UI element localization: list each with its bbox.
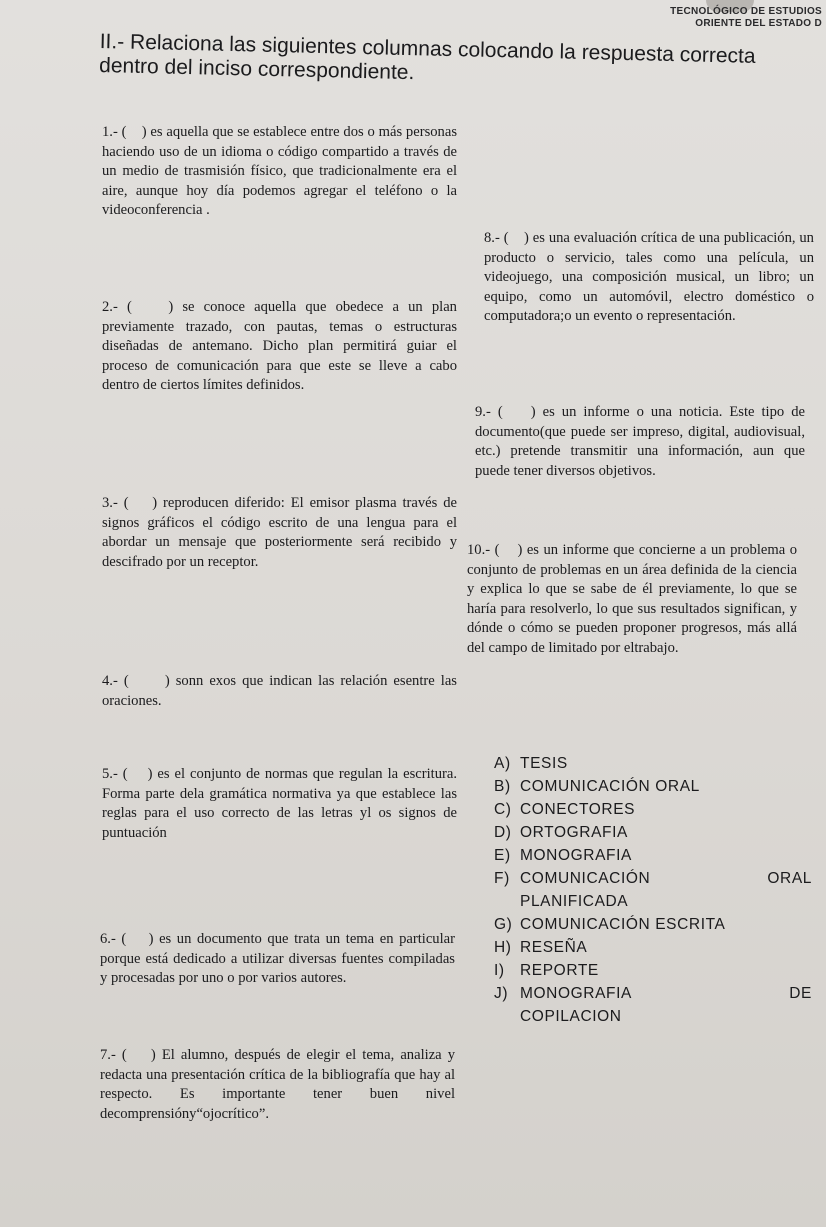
question-7: 7.- ( ) El alumno, después de elegir el tema, analiza y redacta una presentación crítica de la bibliografía que hay al respecto. Es importante tener buen nivel decomprensióny“ojocrítico”. bbox=[100, 1047, 455, 1122]
institution-line-2: ORIENTE DEL ESTADO D bbox=[695, 18, 822, 29]
question-9: 9.- ( ) es un informe o una noticia. Este tipo de documento(que puede ser impreso, digital, audiovisual, etc.) pretende transmitir una información, aun que puede tener diversos objetivos. bbox=[475, 404, 805, 479]
option-f: F) COMUNICACIÓN ORAL PLANIFICADA bbox=[494, 870, 812, 910]
institution-line-1: TECNOLÓGICO DE ESTUDIOS bbox=[670, 6, 822, 17]
question-2: 2.- ( ) se conoce aquella que obedece a un plan previamente trazado, con pautas, temas o estructuras diseñadas de antemano. Dicho plan permitirá guiar el proceso de comunicación para que este se lleve a cabo dentro de ciertos límites definidos. bbox=[102, 299, 457, 393]
institution-header bbox=[670, 6, 822, 30]
question-6: 6.- ( ) es un documento que trata un tema en particular porque está dedicado a utilizar diversas fuentes compiladas y procesadas por uno o por varios autores. bbox=[100, 931, 455, 986]
option-g: G) COMUNICACIÓN ESCRITA bbox=[494, 916, 726, 933]
option-e: E) MONOGRAFIA bbox=[494, 847, 632, 864]
answer-options bbox=[494, 752, 812, 1028]
question-1: 1.- ( ) es aquella que se establece entre dos o más personas haciendo uso de un idioma o código compartido a través de un medio de trasmisión físico, que tradicionalmente era el aire, aunque hoy día podemos agregar el teléfono o la videoconferencia . bbox=[102, 124, 457, 218]
question-5: 5.- ( ) es el conjunto de normas que regulan la escritura. Forma parte dela gramática normativa ya que establece las reglas para el uso correcto de las letras yl os signos de puntuación bbox=[102, 766, 457, 841]
option-i: I) REPORTE bbox=[494, 962, 599, 979]
option-c: C) CONECTORES bbox=[494, 801, 636, 818]
question-3: 3.- ( ) reproducen diferido: El emisor plasma través de signos gráficos el código escrito de una lengua para el abordar un mensaje que posteriormente será recibido y descifrado por un receptor. bbox=[102, 495, 457, 570]
exercise-title: II.- Relaciona las siguientes columnas colocando la respuesta correcta dentro del inciso correspondiente. bbox=[98, 30, 756, 85]
question-4: 4.- ( ) sonn exos que indican las relación esentre las oraciones. bbox=[102, 673, 457, 709]
question-8: 8.- ( ) es una evaluación crítica de una publicación, un producto o servicio, tales como una película, un videojuego, una composición musical, un libro; un equipo, como un automóvil, electro doméstico o computadora;o un evento o representación. bbox=[484, 230, 814, 324]
option-a: A) TESIS bbox=[494, 755, 568, 772]
question-10: 10.- ( ) es un informe que concierne a un problema o conjunto de problemas en un área definida de la ciencia y explica lo que se sabe de él previamente, lo que se haría para resolverlo, lo que sus resultados significan, y dónde o cómo se pueden proponer progresos, más allá del campo de limitado por eltrabajo. bbox=[467, 542, 797, 656]
option-h: H) RESEÑA bbox=[494, 939, 588, 956]
option-j: J) MONOGRAFIA DE COPILACION bbox=[494, 985, 812, 1025]
option-b: B) COMUNICACIÓN ORAL bbox=[494, 778, 700, 795]
option-d: D) ORTOGRAFIA bbox=[494, 824, 628, 841]
